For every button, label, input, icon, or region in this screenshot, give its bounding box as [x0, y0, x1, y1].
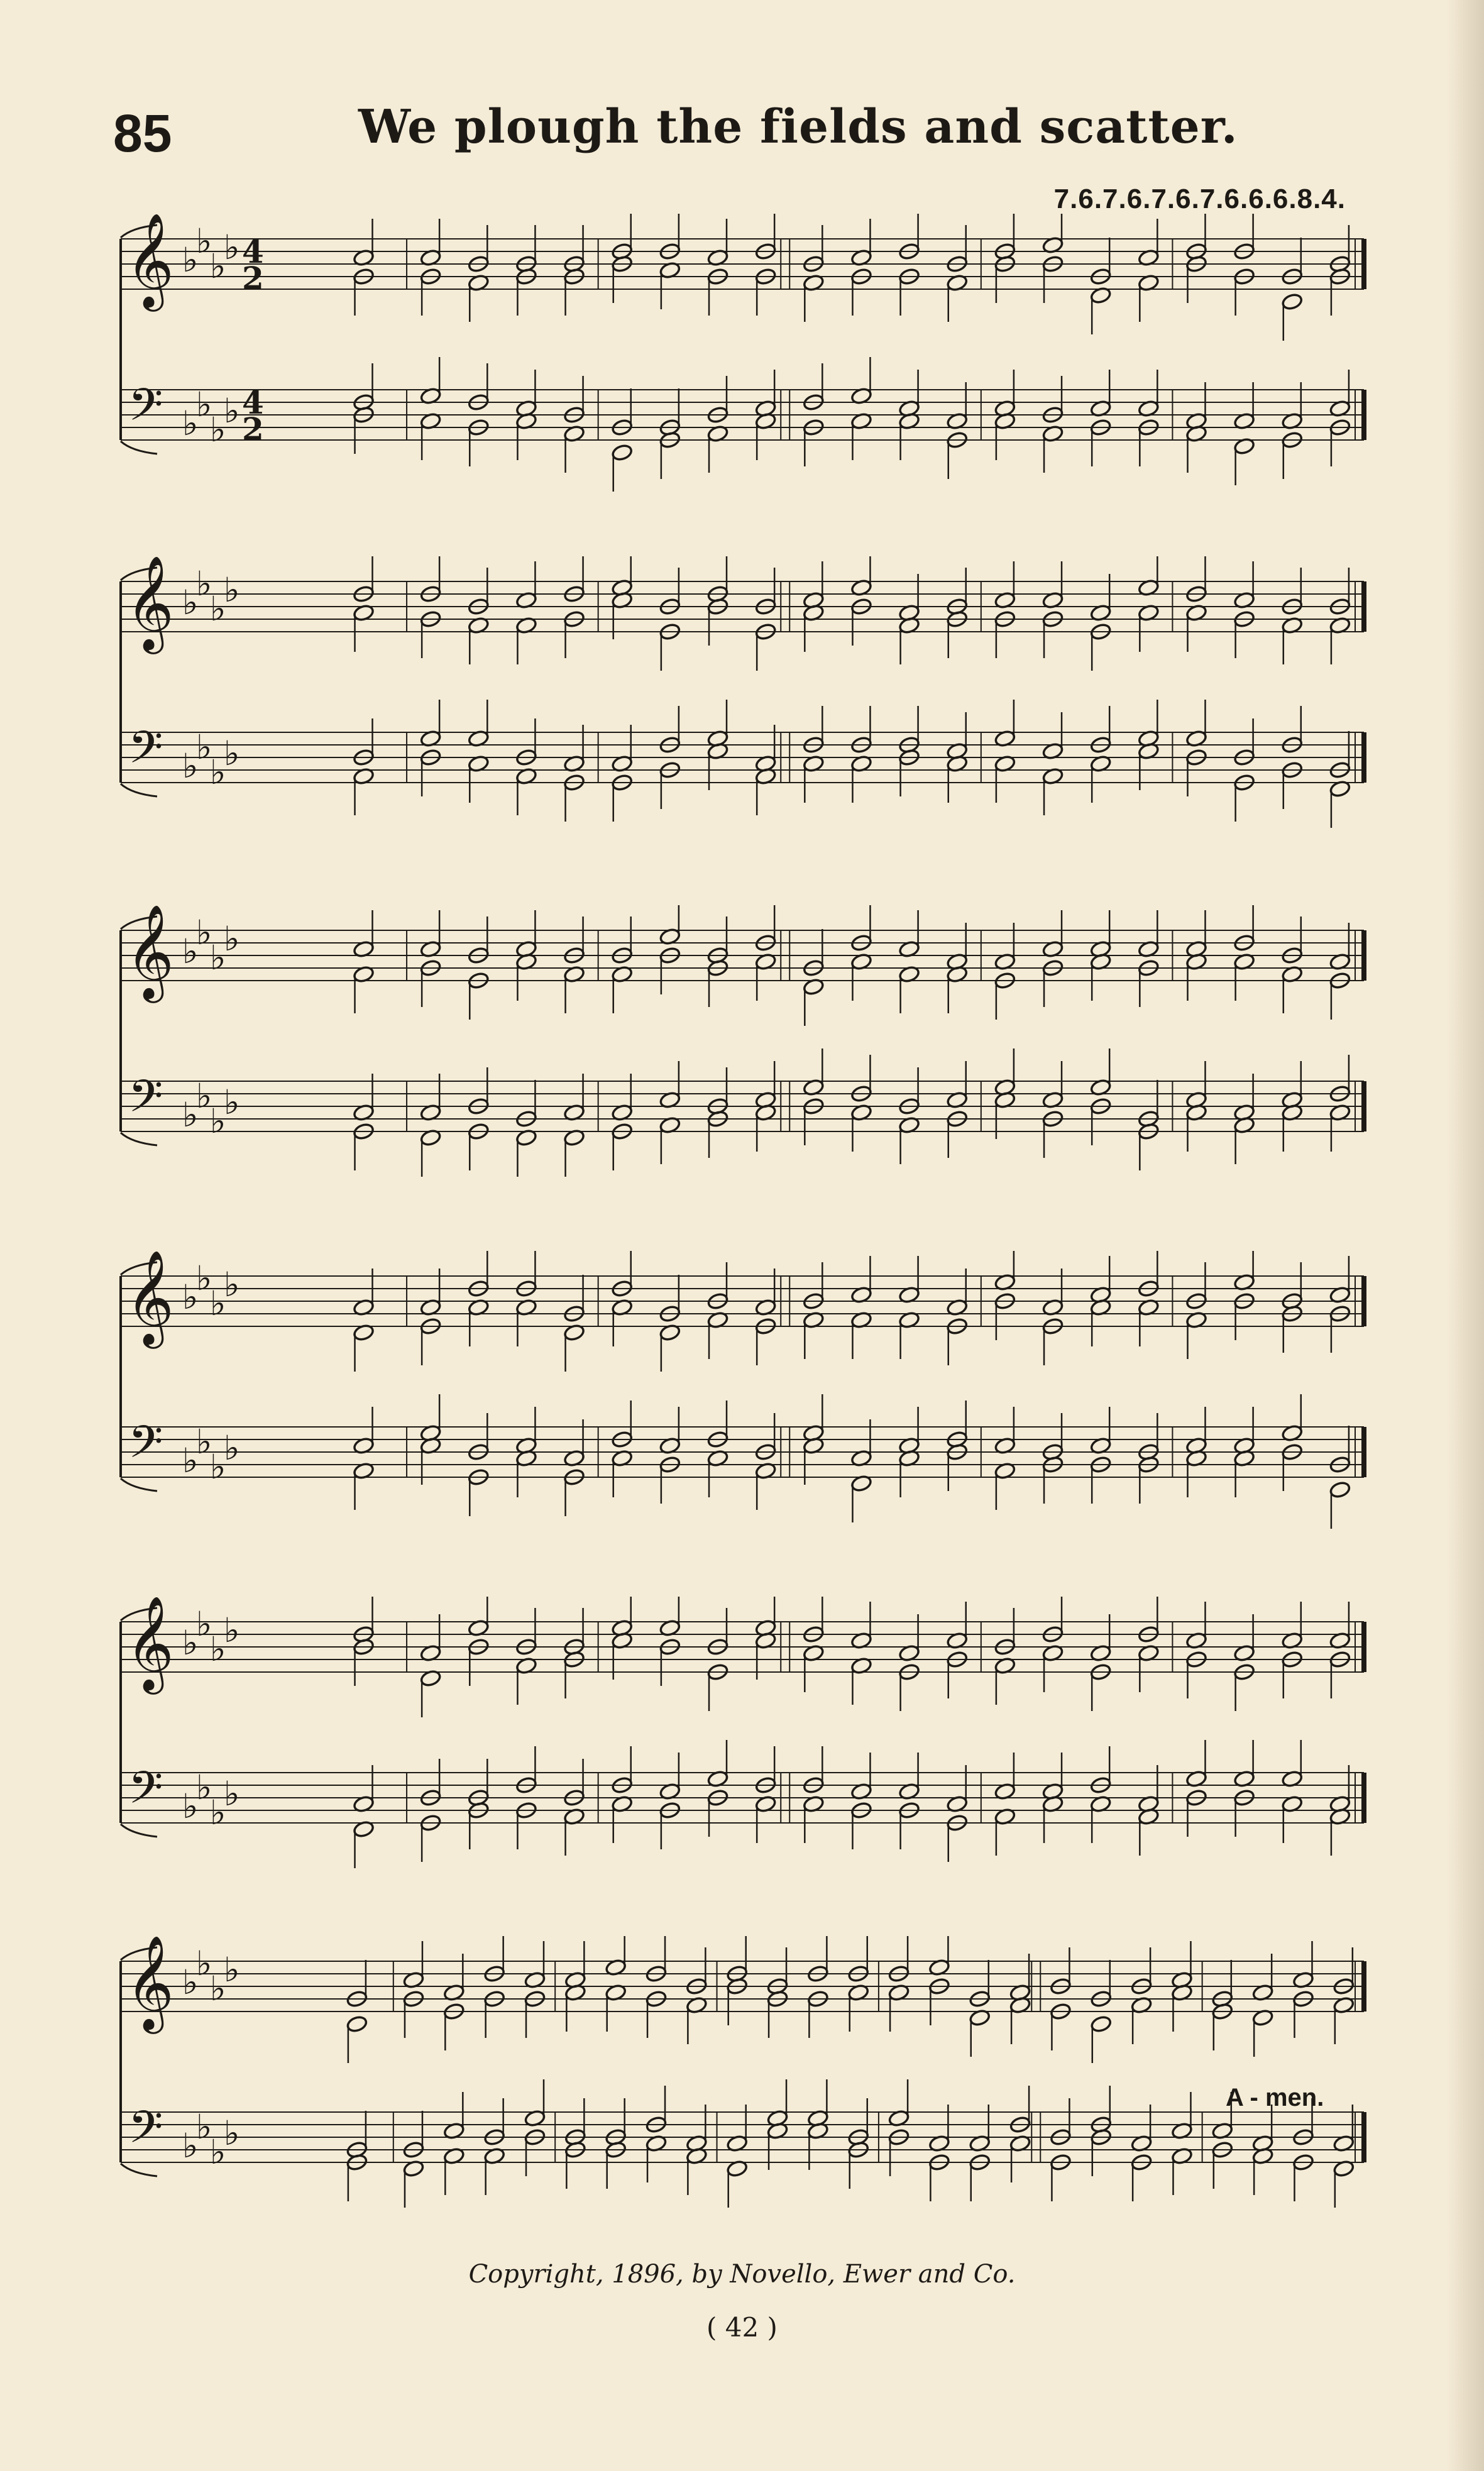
key-flat: ♭ [210, 938, 226, 977]
key-flat: ♭ [182, 583, 199, 622]
key-flat: ♭ [196, 221, 212, 261]
copyright-notice: Copyright, 1896, by Novello, Ewer and Co. [468, 2260, 1016, 2289]
page-shadow [1446, 0, 1484, 2471]
key-flat: ♭ [224, 919, 240, 959]
key-flat: ♭ [224, 734, 240, 773]
key-flat: ♭ [224, 1950, 240, 1989]
music-system-3 [113, 905, 1377, 1232]
time-signature-top: 4 [242, 384, 264, 421]
meter-indication: 7.6.7.6.7.6.7.6.6.6.8.4. [1053, 184, 1346, 214]
key-flat: ♭ [182, 1623, 199, 1663]
key-flat: ♭ [210, 1447, 226, 1487]
key-flat: ♭ [210, 1629, 226, 1669]
bracket-hook-bottom [121, 784, 157, 796]
key-flat: ♭ [210, 1969, 226, 2008]
key-flat: ♭ [196, 385, 212, 424]
treble-note-head [1090, 2015, 1112, 2033]
key-flat: ♭ [224, 228, 240, 267]
key-flat: ♭ [224, 1610, 240, 1650]
time-signature-bottom: 2 [242, 260, 264, 297]
key-flat: ♭ [196, 564, 212, 603]
treble-clef: 𝄞 [126, 556, 174, 650]
key-flat: ♭ [196, 1258, 212, 1298]
key-flat: ♭ [182, 746, 199, 786]
key-flat: ♭ [224, 1774, 240, 1813]
bass-clef: 𝄢 [128, 1416, 163, 1479]
bass-clef: 𝄢 [128, 379, 163, 442]
bracket-hook-bottom [121, 1824, 157, 1837]
key-flat: ♭ [182, 1962, 199, 2002]
bracket-hook-bottom [121, 2164, 157, 2176]
treble-note-head [346, 2015, 368, 2033]
key-flat: ♭ [196, 1604, 212, 1644]
hymn-title: We plough the fields and scatter. [358, 100, 1238, 154]
key-flat: ♭ [210, 752, 226, 792]
bracket-hook-bottom [121, 441, 157, 454]
key-flat: ♭ [196, 1422, 212, 1461]
bracket-hook-bottom [121, 1133, 157, 1145]
key-flat: ♭ [224, 1082, 240, 1122]
treble-clef: 𝄞 [126, 1936, 174, 2030]
key-flat: ♭ [182, 240, 199, 280]
time-signature-top: 4 [242, 233, 264, 270]
treble-note-head [1281, 292, 1303, 311]
music-system-6 [113, 1936, 1377, 2263]
key-flat: ♭ [210, 1284, 226, 1323]
treble-clef: 𝄞 [126, 214, 174, 307]
hymn-number: 85 [113, 104, 172, 163]
key-flat: ♭ [210, 1101, 226, 1141]
music-system-2 [113, 556, 1377, 883]
key-flat: ♭ [224, 391, 240, 431]
amen-lyric: A - men. [1226, 2084, 1324, 2111]
key-flat: ♭ [182, 1441, 199, 1480]
key-flat: ♭ [210, 410, 226, 449]
key-flat: ♭ [196, 1768, 212, 1807]
key-flat: ♭ [182, 1277, 199, 1317]
key-flat: ♭ [196, 913, 212, 952]
key-flat: ♭ [210, 1793, 226, 1832]
treble-clef: 𝄞 [126, 1597, 174, 1690]
music-system-5 [113, 1597, 1377, 1923]
key-flat: ♭ [182, 932, 199, 971]
key-flat: ♭ [182, 404, 199, 443]
key-flat: ♭ [224, 2113, 240, 2153]
bass-clef: 𝄢 [128, 1762, 163, 1825]
page-number: ( 42 ) [706, 2312, 778, 2343]
key-flat: ♭ [224, 1428, 240, 1468]
key-flat: ♭ [210, 589, 226, 629]
key-flat: ♭ [196, 1944, 212, 1983]
key-flat: ♭ [224, 1265, 240, 1304]
key-flat: ♭ [182, 2126, 199, 2166]
key-flat: ♭ [182, 1786, 199, 1826]
treble-clef: 𝄞 [126, 1251, 174, 1345]
key-flat: ♭ [196, 2107, 212, 2147]
bass-note-head [611, 443, 633, 461]
bass-clef: 𝄢 [128, 722, 163, 784]
key-flat: ♭ [196, 727, 212, 767]
time-signature-bottom: 2 [242, 410, 264, 448]
key-flat: ♭ [196, 1076, 212, 1116]
key-flat: ♭ [210, 246, 226, 286]
bass-clef: 𝄢 [128, 2101, 163, 2164]
key-flat: ♭ [210, 2132, 226, 2172]
bass-clef: 𝄢 [128, 1070, 163, 1133]
treble-clef: 𝄞 [126, 905, 174, 999]
music-system-4 [113, 1251, 1377, 1578]
key-flat: ♭ [224, 570, 240, 610]
bracket-hook-bottom [121, 1478, 157, 1491]
bass-note-head [1329, 1480, 1351, 1499]
key-flat: ♭ [182, 1095, 199, 1135]
music-system-1 [113, 214, 1377, 541]
